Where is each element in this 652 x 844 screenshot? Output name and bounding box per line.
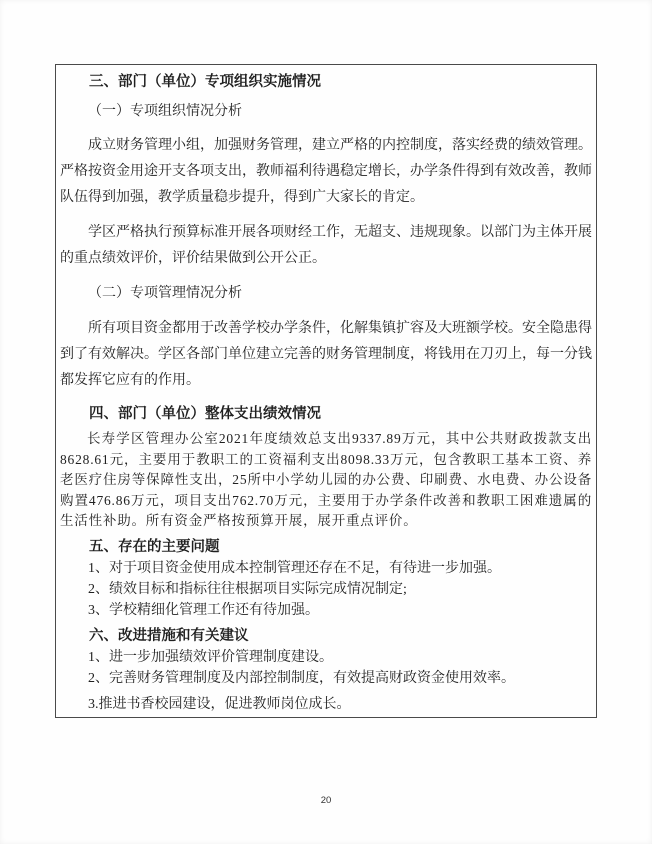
suggestion-item-1: 1、进一步加强绩效评价管理制度建设。 [88,649,333,665]
subsection-heading-one: （一）专项组织情况分析 [88,104,242,119]
section-heading-six: 六、改进措施和有关建议 [89,627,249,644]
problem-item-1: 1、对于项目资金使用成本控制管理还存在不足，有待进一步加强。 [88,560,501,576]
paragraph-project-funds: 所有项目资金都用于改善学校办学条件，化解集镇扩容及大班额学校。安全隐患得到了有效解决。学区各部门单位建立完善的财务管理制度，将钱用在刀刃上，每一分钱都发挥它应有的作用。 [60,321,592,388]
suggestion-item-2: 2、完善财务管理制度及内部控制制度，有效提高财政资金使用效率。 [88,670,515,686]
problem-item-3: 3、学校精细化管理工作还有待加强。 [88,602,319,618]
problem-item-2: 2、绩效目标和指标往往根据项目实际完成情况制定; [88,581,407,597]
suggestion-item-3: 3.推进书香校园建设，促进教师岗位成长。 [88,696,351,712]
content-border-frame [55,64,597,718]
section-heading-five: 五、存在的主要问题 [89,538,220,555]
page-number: 20 [320,795,332,806]
section-heading-four: 四、部门（单位）整体支出绩效情况 [89,406,321,422]
section-heading-three: 三、部门（单位）专项组织实施情况 [89,74,321,90]
paragraph-budget-standard: 学区严格执行预算标准开展各项财经工作，无超支、违规现象。以部门为主体开展的重点绩效评价，评价结果做到公开公正。 [60,225,592,266]
subsection-heading-two: （二）专项管理情况分析 [88,286,242,301]
paragraph-finance-management: 成立财务管理小组，加强财务管理，建立严格的内控制度，落实经费的绩效管理。严格按资金用途开支各项支出，教师福利待遇稳定增长，办学条件得到有效改善，教师队伍得到加强，教学质量稳步提升，得到广大家长的肯定。 [60,138,592,205]
paragraph-overall-expenditure: 长寿学区管理办公室2021年度绩效总支出9337.89万元，其中公共财政拨款支出8628.61元，主要用于教职工的工资福利支出8098.33万元，包含教职工基本工资、养老医疗住房等保障性支出，25所中小学幼儿园的办公费、印刷费、水电费、办公设备购置476.86万元，项目支出762.70万元，主要用于办学条件改善和教职工困难遗属的生活性补助。所有资金严格按预算开展，展开重点评价。 [60,431,592,528]
